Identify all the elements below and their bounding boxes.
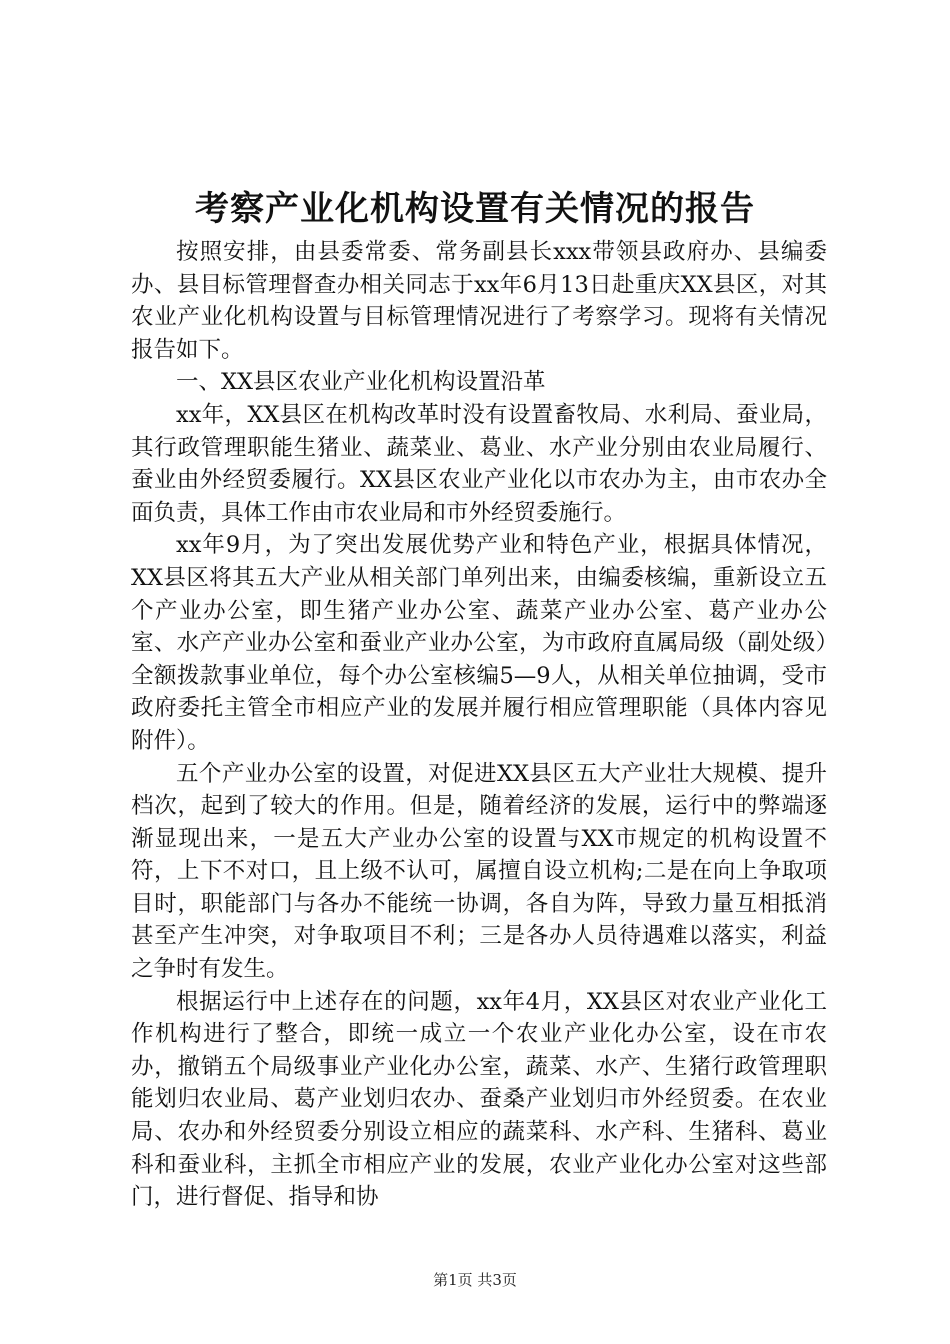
section-heading: 一、XX县区农业产业化机构设置沿革 xyxy=(176,369,546,396)
document-title: 考察产业化机构设置有关情况的报告 xyxy=(195,189,755,229)
document-body xyxy=(131,236,827,1214)
paragraph: xx年9月，为了突出发展优势产业和特色产业，根据具体情况，XX县区将其五大产业从相关部门单列出来，由编委核编，重新设立五个产业办公室，即生猪产业办公室、蔬菜产业办公室、葛产业办公室、水产产业办公室和蚕业产业办公室，为市政府直属局级（副处级）全额拨款事业单位，每个办公室核编5—9人，从相关单位抽调，受市政府委托主管全市相应产业的发展并履行相应管理职能（具体内容见附件）。 xyxy=(131,532,827,754)
paragraph: xx年，XX县区在机构改革时没有设置畜牧局、水利局、蚕业局，其行政管理职能生猪业、蔬菜业、葛业、水产业分别由农业局履行、蚕业由外经贸委履行。XX县区农业产业化以市农办为主，由市农办全面负责，具体工作由市农业局和市外经贸委施行。 xyxy=(131,401,827,526)
page-number-footer: 第1页 共3页 xyxy=(433,1271,517,1289)
paragraph: 根据运行中上述存在的问题，xx年4月，XX县区对农业产业化工作机构进行了整合，即统一成立一个农业产业化办公室，设在市农办，撤销五个局级事业产业化办公室，蔬菜、水产、生猪行政管理职能划归农业局、葛产业划归农办、蚕桑产业划归市外经贸委。在农业局、农办和外经贸委分别设立相应的蔬菜科、水产科、生猪科、葛业科和蚕业科，主抓全市相应产业的发展，农业产业化办公室对这些部门，进行督促、指导和协 xyxy=(131,988,827,1211)
paragraph: 五个产业办公室的设置，对促进XX县区五大产业壮大规模、提升档次，起到了较大的作用。但是，随着经济的发展，运行中的弊端逐渐显现出来，一是五大产业办公室的设置与XX市规定的机构设置不符，上下不对口，且上级不认可，属擅自设立机构;二是在向上争取项目时，职能部门与各办不能统一协调，各自为阵，导致力量互相抵消甚至产生冲突，对争取项目不利；三是各办人员待遇难以落实，利益之争时有发生。 xyxy=(131,760,827,983)
paragraph-intro: 按照安排，由县委常委、常务副县长xxx带领县政府办、县编委办、县目标管理督查办相关同志于xx年6月13日赴重庆XX县区，对其农业产业化机构设置与目标管理情况进行了考察学习。现将有关情况报告如下。 xyxy=(131,239,827,363)
